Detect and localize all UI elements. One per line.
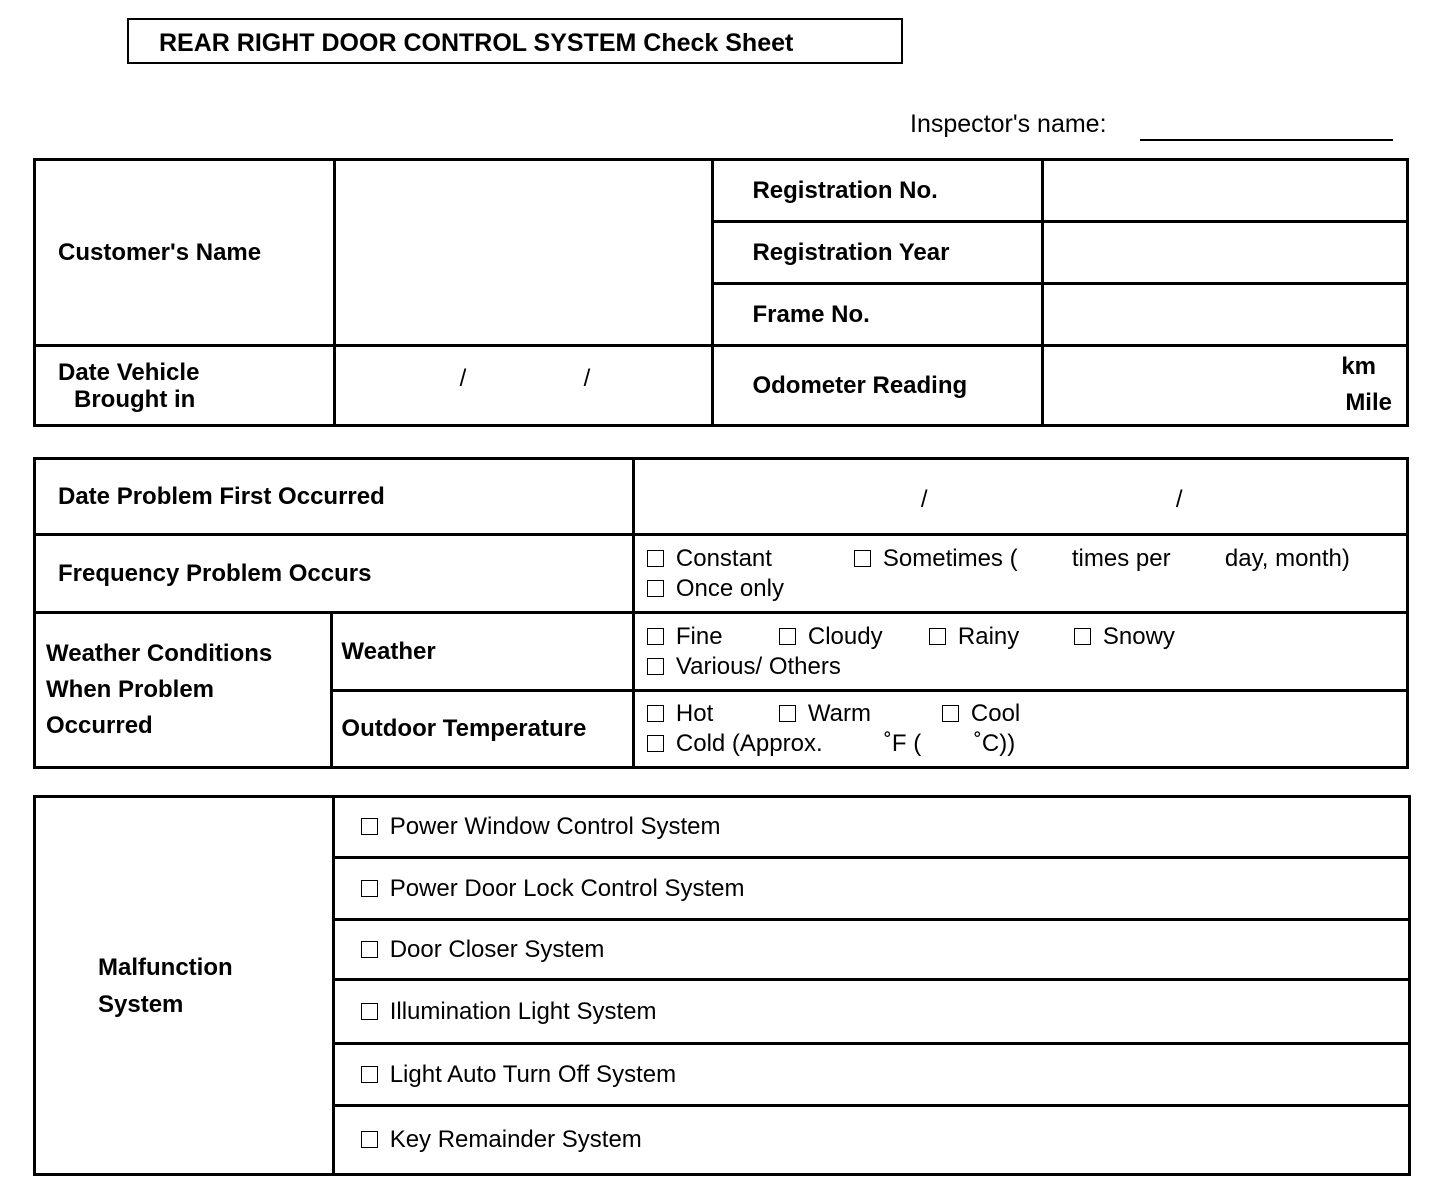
malfunction-system-label: [35, 797, 334, 1175]
temp-cool-label: Cool: [970, 700, 1021, 727]
registration-no-label: Registration No.: [713, 160, 1043, 222]
inspector-name-field[interactable]: [1140, 139, 1393, 141]
system-light-auto-off-option[interactable]: [333, 1044, 1409, 1106]
temp-cold-option[interactable]: [647, 729, 1406, 759]
freq-constant-label: Constant: [675, 544, 772, 572]
weather-group-line3: Occurred: [46, 712, 153, 739]
weather-fine-label: Fine: [675, 622, 723, 650]
freq-sometimes-option[interactable]: [854, 544, 1072, 574]
freq-times-per: times per: [1071, 544, 1171, 572]
system-label: Power Window Control System: [389, 813, 721, 840]
temp-hot-label: Hot: [675, 700, 714, 727]
checkbox[interactable]: [361, 1003, 378, 1020]
checkbox[interactable]: [942, 705, 959, 722]
frame-no-field[interactable]: [1043, 284, 1408, 346]
registration-no-field[interactable]: [1043, 160, 1408, 222]
system-key-remainder-option[interactable]: [333, 1106, 1409, 1175]
freq-constant-option[interactable]: [647, 544, 854, 574]
system-label: Key Remainder System: [389, 1126, 642, 1153]
system-label: Illumination Light System: [389, 997, 657, 1025]
temp-hot-option[interactable]: [647, 699, 779, 729]
checkbox[interactable]: [1074, 628, 1091, 645]
weather-group-line1: Weather Conditions: [46, 640, 273, 667]
checkbox[interactable]: [929, 628, 946, 645]
inspector-label: Inspector's name:: [910, 110, 1107, 138]
freq-day-month: day, month): [1224, 544, 1350, 572]
weather-conditions-label: [35, 613, 332, 768]
date-brought-field[interactable]: [334, 346, 713, 426]
system-label: Power Door Lock Control System: [389, 874, 745, 902]
malfunction-label-line2: System: [98, 990, 184, 1018]
checkbox[interactable]: [361, 941, 378, 958]
frequency-label: Frequency Problem Occurs: [35, 535, 634, 613]
weather-fine-option[interactable]: [647, 622, 779, 652]
temp-warm-label: Warm: [807, 700, 871, 727]
checkbox[interactable]: [647, 735, 664, 752]
date-slash: /: [583, 365, 591, 392]
system-label: Door Closer System: [389, 935, 605, 963]
malfunction-label-line1: Malfunction: [98, 953, 233, 981]
checkbox[interactable]: [647, 628, 664, 645]
registration-year-label: Registration Year: [713, 222, 1043, 284]
unit-km: km: [1341, 353, 1376, 380]
temp-warm-option[interactable]: [779, 699, 942, 729]
malfunction-table: [33, 795, 1411, 1176]
sheet-title: REAR RIGHT DOOR CONTROL SYSTEM Check Sheet: [127, 18, 903, 64]
weather-cloudy-option[interactable]: [779, 622, 929, 652]
temperature-options: [633, 691, 1407, 768]
weather-cloudy-label: Cloudy: [807, 622, 883, 650]
unit-mile: Mile: [1345, 389, 1392, 416]
temp-cool-option[interactable]: [942, 699, 1020, 729]
weather-options: [633, 613, 1407, 691]
temp-c-unit: ˚C)): [973, 730, 1016, 757]
frame-no-label: Frame No.: [713, 284, 1043, 346]
freq-once-option[interactable]: [647, 574, 1406, 604]
checkbox[interactable]: [647, 705, 664, 722]
weather-label: Weather: [332, 613, 633, 691]
checkbox[interactable]: [647, 658, 664, 675]
customer-name-label: Customer's Name: [35, 160, 335, 346]
date-first-occurred-label: Date Problem First Occurred: [35, 459, 634, 535]
temp-f-unit: ˚F (: [883, 730, 922, 757]
system-label: Light Auto Turn Off System: [389, 1060, 677, 1088]
problem-conditions-table: [33, 457, 1409, 769]
customer-name-field[interactable]: [334, 160, 713, 346]
system-power-door-lock-option[interactable]: [333, 858, 1409, 920]
date-brought-label-line2: Brought in: [74, 385, 196, 413]
checkbox[interactable]: [647, 550, 664, 567]
date-slash: /: [459, 365, 467, 392]
checkbox[interactable]: [779, 628, 796, 645]
checkbox[interactable]: [779, 705, 796, 722]
date-slash: /: [920, 486, 928, 513]
date-first-occurred-field[interactable]: [633, 459, 1407, 535]
date-slash: /: [1175, 486, 1183, 513]
freq-sometimes-label: Sometimes (: [882, 544, 1018, 572]
checkbox[interactable]: [361, 818, 378, 835]
odometer-label: Odometer Reading: [713, 346, 1043, 426]
weather-snowy-label: Snowy: [1102, 622, 1175, 650]
system-power-window-option[interactable]: [333, 797, 1409, 858]
checkbox[interactable]: [361, 1131, 378, 1148]
date-brought-label: [35, 346, 335, 426]
temp-cold-label: Cold (Approx.: [675, 730, 823, 757]
weather-rainy-option[interactable]: [929, 622, 1074, 652]
weather-group-line2: When Problem: [46, 676, 215, 703]
date-brought-label-line1: Date Vehicle: [58, 358, 200, 386]
odometer-field[interactable]: [1043, 346, 1408, 426]
checkbox[interactable]: [647, 580, 664, 597]
vehicle-info-table: [33, 158, 1409, 427]
checkbox[interactable]: [361, 880, 378, 897]
registration-year-field[interactable]: [1043, 222, 1408, 284]
outdoor-temperature-label: Outdoor Temperature: [332, 691, 633, 768]
freq-once-label: Once only: [675, 574, 784, 602]
frequency-options: [633, 535, 1407, 613]
checkbox[interactable]: [854, 550, 871, 567]
system-door-closer-option[interactable]: [333, 920, 1409, 980]
system-illumination-light-option[interactable]: [333, 980, 1409, 1044]
weather-rainy-label: Rainy: [957, 622, 1020, 650]
checkbox[interactable]: [361, 1066, 378, 1083]
weather-various-option[interactable]: [647, 652, 1406, 682]
weather-snowy-option[interactable]: [1074, 622, 1175, 652]
weather-various-label: Various/ Others: [675, 652, 841, 680]
